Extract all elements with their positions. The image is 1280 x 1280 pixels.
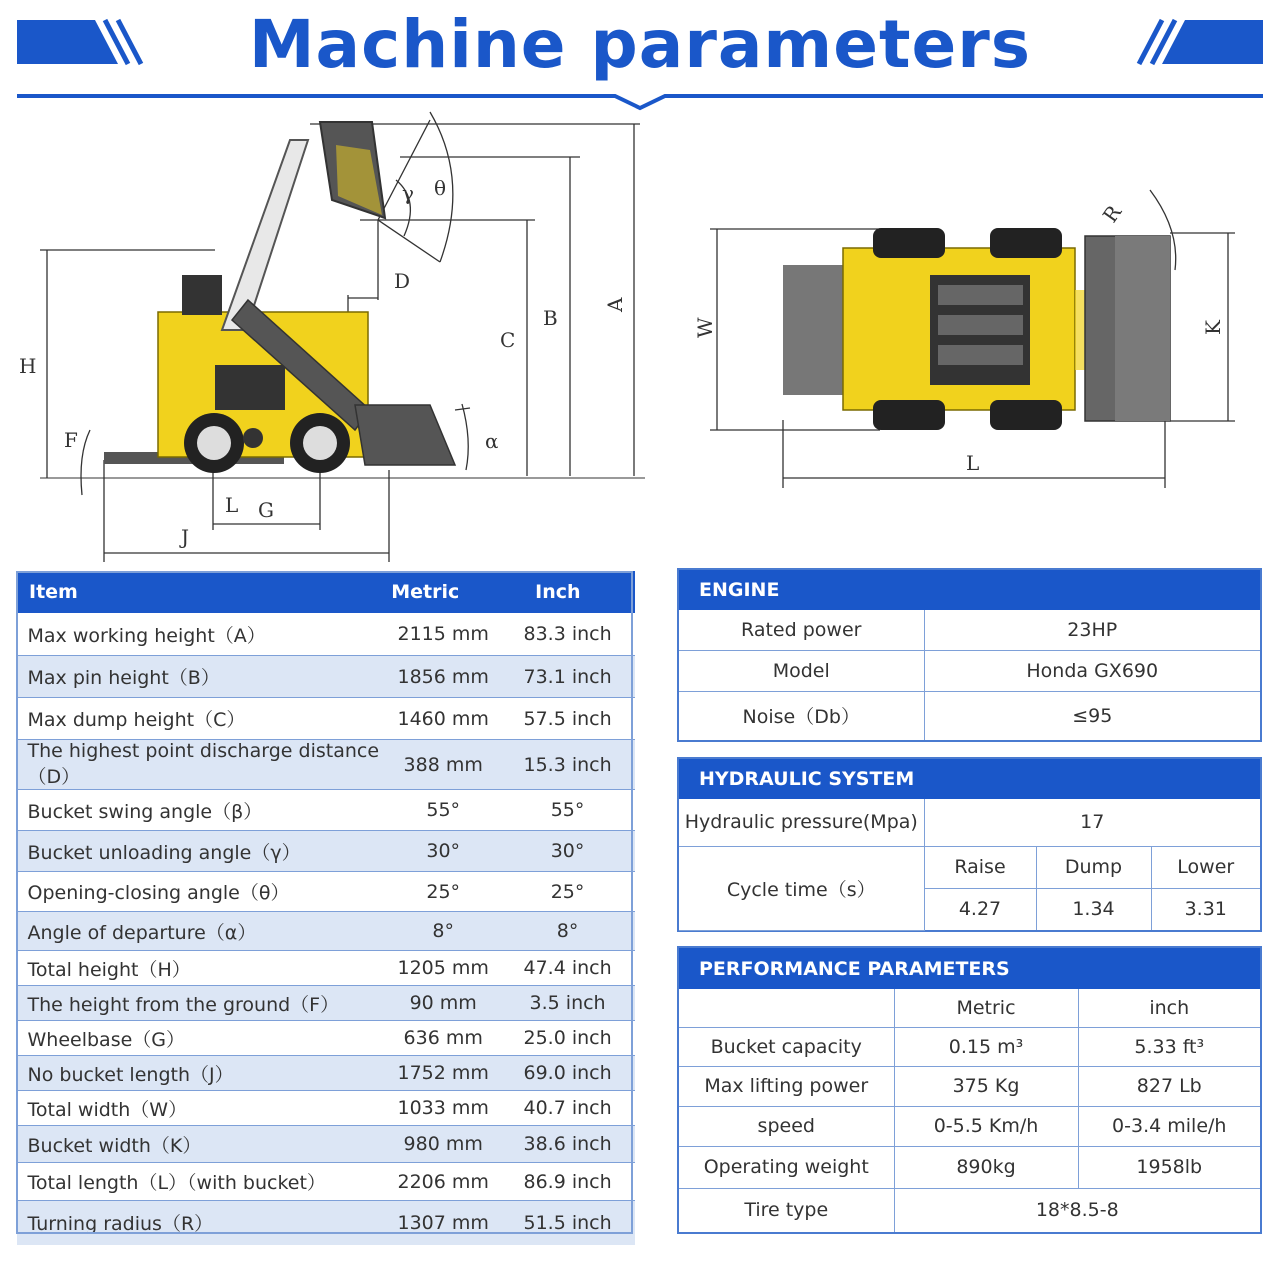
row-metric: 1856 mm bbox=[386, 656, 501, 698]
row-metric: 388 mm bbox=[386, 740, 501, 790]
perf-label: Bucket capacity bbox=[679, 1027, 894, 1066]
row-metric: 30° bbox=[386, 831, 501, 872]
row-inch: 25.0 inch bbox=[501, 1021, 635, 1056]
row-item: Bucket unloading angle（γ） bbox=[17, 831, 386, 872]
engine-box bbox=[677, 568, 1262, 742]
row-metric: 55° bbox=[386, 790, 501, 831]
table-row bbox=[17, 1201, 635, 1245]
row-item: The height from the ground（F） bbox=[17, 986, 386, 1021]
table-row bbox=[17, 1021, 635, 1056]
table-row bbox=[17, 613, 635, 656]
table-row bbox=[17, 831, 635, 872]
performance-box bbox=[677, 946, 1262, 1234]
table-row bbox=[679, 650, 1260, 691]
engine-label: Model bbox=[679, 650, 924, 691]
row-inch: 25° bbox=[501, 872, 635, 912]
row-metric: 2206 mm bbox=[386, 1163, 501, 1201]
perf-header-blank bbox=[679, 989, 894, 1027]
engine-value: Honda GX690 bbox=[924, 650, 1260, 691]
cycle-label: Cycle time（s） bbox=[679, 846, 924, 930]
performance-table bbox=[679, 989, 1260, 1232]
cycle-value-lower: 3.31 bbox=[1151, 888, 1260, 930]
row-inch: 51.5 inch bbox=[501, 1201, 635, 1245]
cycle-value-dump: 1.34 bbox=[1036, 888, 1151, 930]
table-row bbox=[17, 790, 635, 831]
spec-header-metric: Metric bbox=[386, 572, 501, 613]
engine-label: Rated power bbox=[679, 610, 924, 650]
dim-label-k: K bbox=[1201, 320, 1225, 335]
row-item: Max working height（A） bbox=[17, 613, 386, 656]
table-row bbox=[679, 1146, 1260, 1188]
table-row bbox=[679, 1188, 1260, 1232]
perf-header-metric: Metric bbox=[894, 989, 1078, 1027]
hydraulic-title: HYDRAULIC SYSTEM bbox=[679, 759, 1260, 799]
hydraulic-table bbox=[679, 799, 1260, 931]
row-inch: 86.9 inch bbox=[501, 1163, 635, 1201]
table-row bbox=[17, 656, 635, 698]
perf-header-inch: inch bbox=[1078, 989, 1260, 1027]
row-metric: 25° bbox=[386, 872, 501, 912]
dim-label-j: J bbox=[181, 525, 190, 549]
row-metric: 8° bbox=[386, 912, 501, 951]
perf-metric: 0.15 m³ bbox=[894, 1027, 1078, 1066]
dim-label-b: B bbox=[543, 306, 558, 330]
row-metric: 2115 mm bbox=[386, 613, 501, 656]
row-item: Wheelbase（G） bbox=[17, 1021, 386, 1056]
table-row bbox=[17, 986, 635, 1021]
row-metric: 1205 mm bbox=[386, 951, 501, 986]
perf-metric: 890kg bbox=[894, 1146, 1078, 1188]
row-inch: 73.1 inch bbox=[501, 656, 635, 698]
table-row bbox=[679, 846, 1260, 888]
dim-label-l-top: L bbox=[966, 451, 980, 475]
hydraulic-box bbox=[677, 757, 1262, 932]
row-inch: 38.6 inch bbox=[501, 1126, 635, 1163]
perf-inch: 0-3.4 mile/h bbox=[1078, 1106, 1260, 1146]
row-inch: 15.3 inch bbox=[501, 740, 635, 790]
spec-header-row bbox=[17, 572, 635, 613]
dim-label-d: D bbox=[394, 269, 411, 293]
engine-table bbox=[679, 610, 1260, 740]
row-metric: 1460 mm bbox=[386, 698, 501, 740]
dimension-diagram bbox=[0, 0, 1280, 570]
row-item: Total length（L）（with bucket） bbox=[17, 1163, 386, 1201]
row-item: Max dump height（C） bbox=[17, 698, 386, 740]
row-inch: 30° bbox=[501, 831, 635, 872]
row-metric: 1752 mm bbox=[386, 1056, 501, 1091]
table-row bbox=[679, 1066, 1260, 1106]
row-item: Turning radius（R） bbox=[17, 1201, 386, 1245]
row-metric: 980 mm bbox=[386, 1126, 501, 1163]
table-row bbox=[679, 799, 1260, 846]
table-row bbox=[679, 989, 1260, 1027]
table-row bbox=[17, 1163, 635, 1201]
dim-label-w: W bbox=[693, 317, 717, 338]
row-item: Bucket width（K） bbox=[17, 1126, 386, 1163]
engine-value: 23HP bbox=[924, 610, 1260, 650]
table-row bbox=[17, 1056, 635, 1091]
row-metric: 1307 mm bbox=[386, 1201, 501, 1245]
pressure-value: 17 bbox=[924, 799, 1260, 846]
dim-label-gamma: γ bbox=[402, 181, 414, 205]
table-row bbox=[17, 740, 635, 790]
row-inch: 57.5 inch bbox=[501, 698, 635, 740]
engine-title: ENGINE bbox=[679, 570, 1260, 610]
table-row bbox=[17, 1091, 635, 1126]
spec-table bbox=[16, 571, 635, 1245]
table-row bbox=[17, 951, 635, 986]
spec-header-item: Item bbox=[17, 572, 386, 613]
perf-inch: 827 Lb bbox=[1078, 1066, 1260, 1106]
row-inch: 8° bbox=[501, 912, 635, 951]
row-item: No bucket length（J） bbox=[17, 1056, 386, 1091]
dim-label-a: A bbox=[603, 297, 627, 312]
row-inch: 3.5 inch bbox=[501, 986, 635, 1021]
cycle-header-dump: Dump bbox=[1036, 846, 1151, 888]
page-title: Machine parameters bbox=[248, 6, 1032, 83]
top-view-machine bbox=[783, 228, 1170, 430]
row-metric: 90 mm bbox=[386, 986, 501, 1021]
perf-metric: 0-5.5 Km/h bbox=[894, 1106, 1078, 1146]
table-row bbox=[679, 1027, 1260, 1066]
engine-value: ≤95 bbox=[924, 691, 1260, 740]
perf-label: speed bbox=[679, 1106, 894, 1146]
perf-metric: 375 Kg bbox=[894, 1066, 1078, 1106]
row-item: Angle of departure（α） bbox=[17, 912, 386, 951]
cycle-value-raise: 4.27 bbox=[924, 888, 1036, 930]
table-row bbox=[17, 698, 635, 740]
dim-label-alpha: α bbox=[485, 429, 499, 453]
performance-title: PERFORMANCE PARAMETERS bbox=[679, 948, 1260, 989]
tire-value: 18*8.5-8 bbox=[894, 1188, 1260, 1232]
perf-inch: 5.33 ft³ bbox=[1078, 1027, 1260, 1066]
dim-label-r: R bbox=[1097, 200, 1127, 227]
dim-label-h: H bbox=[19, 354, 37, 378]
perf-label: Operating weight bbox=[679, 1146, 894, 1188]
table-row bbox=[679, 610, 1260, 650]
row-item: Bucket swing angle（β） bbox=[17, 790, 386, 831]
row-item: The highest point discharge distance（D） bbox=[17, 740, 386, 790]
row-inch: 69.0 inch bbox=[501, 1056, 635, 1091]
tire-label: Tire type bbox=[679, 1188, 894, 1232]
row-inch: 55° bbox=[501, 790, 635, 831]
dim-label-c: C bbox=[500, 328, 516, 352]
perf-inch: 1958lb bbox=[1078, 1146, 1260, 1188]
row-item: Max pin height（B） bbox=[17, 656, 386, 698]
row-metric: 1033 mm bbox=[386, 1091, 501, 1126]
row-inch: 40.7 inch bbox=[501, 1091, 635, 1126]
table-row bbox=[679, 1106, 1260, 1146]
row-inch: 47.4 inch bbox=[501, 951, 635, 986]
dim-label-l-side: L bbox=[225, 493, 239, 517]
table-row bbox=[17, 872, 635, 912]
perf-label: Max lifting power bbox=[679, 1066, 894, 1106]
pressure-label: Hydraulic pressure(Mpa) bbox=[679, 799, 924, 846]
spec-header-inch: Inch bbox=[501, 572, 635, 613]
dim-label-theta: θ bbox=[434, 176, 447, 200]
cycle-header-lower: Lower bbox=[1151, 846, 1260, 888]
engine-label: Noise（Db） bbox=[679, 691, 924, 740]
row-item: Opening-closing angle（θ） bbox=[17, 872, 386, 912]
row-item: Total height（H） bbox=[17, 951, 386, 986]
row-item: Total width（W） bbox=[17, 1091, 386, 1126]
side-view-machine bbox=[104, 122, 455, 473]
row-metric: 636 mm bbox=[386, 1021, 501, 1056]
table-row bbox=[17, 1126, 635, 1163]
table-row bbox=[17, 912, 635, 951]
row-inch: 83.3 inch bbox=[501, 613, 635, 656]
dim-label-f: F bbox=[64, 428, 78, 452]
table-row bbox=[679, 691, 1260, 740]
cycle-header-raise: Raise bbox=[924, 846, 1036, 888]
dim-label-g: G bbox=[258, 498, 274, 522]
